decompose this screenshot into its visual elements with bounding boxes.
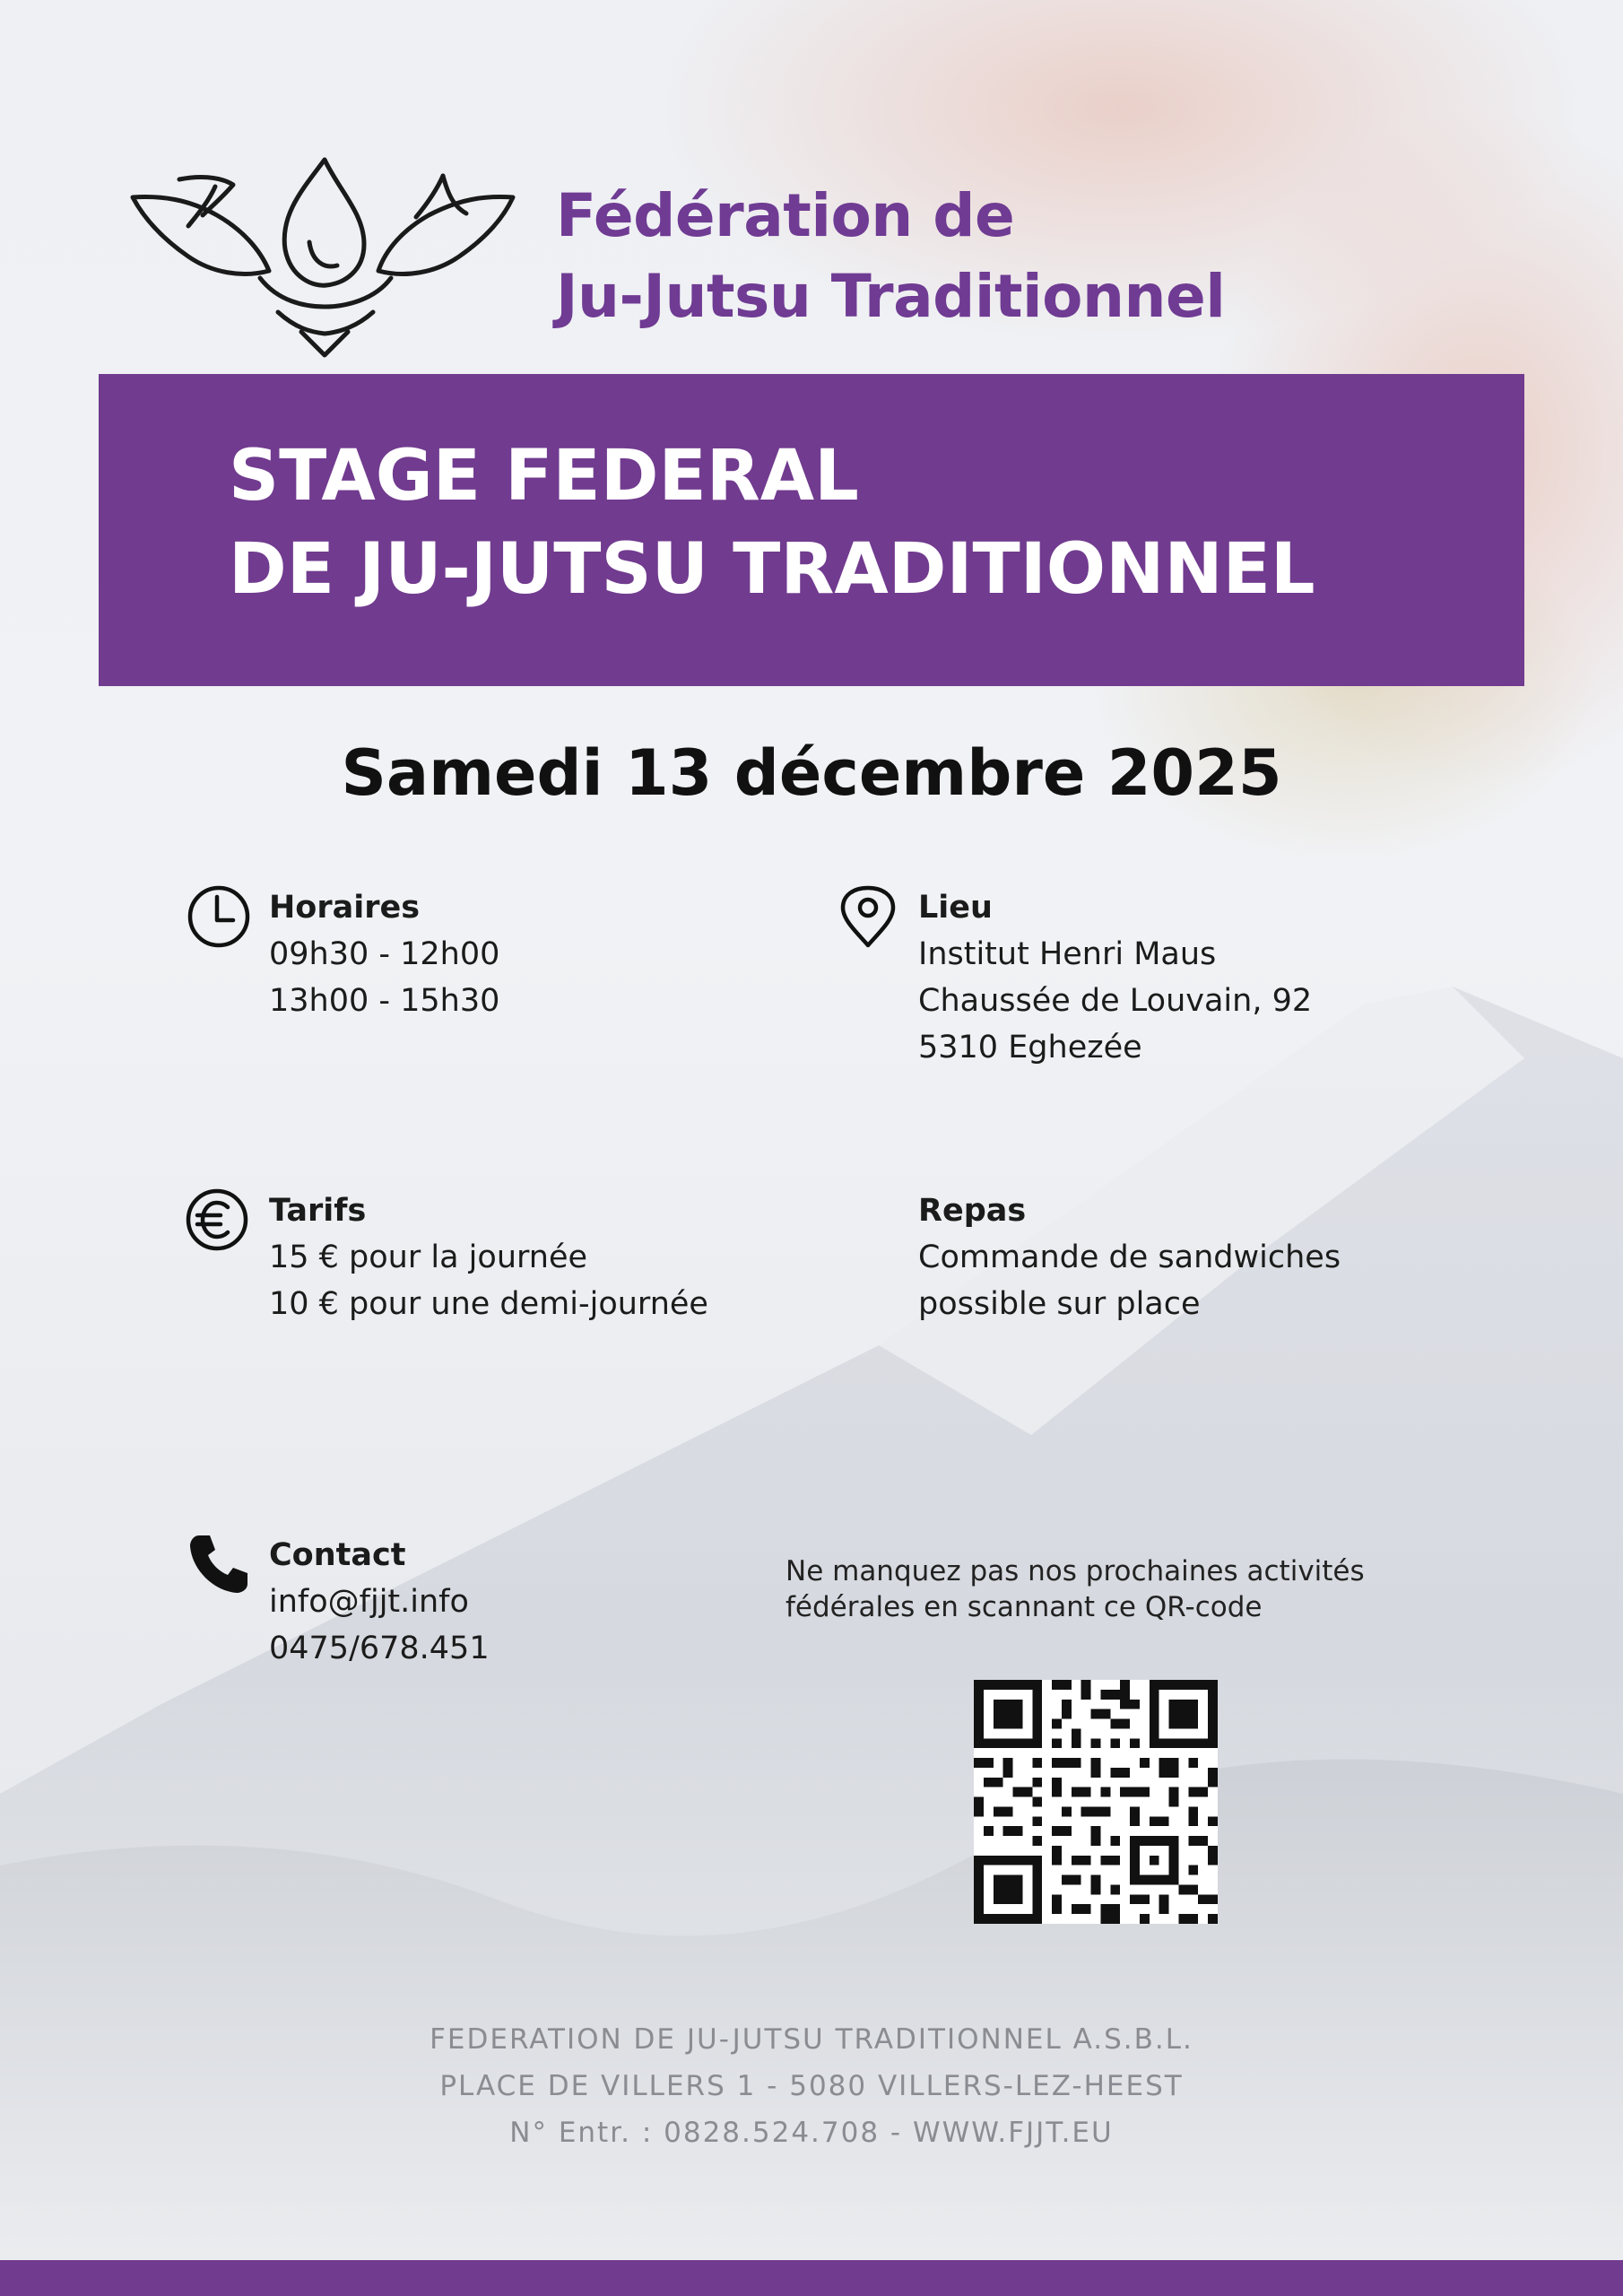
tarifs-title: Tarifs (269, 1193, 367, 1229)
lieu-line: 5310 Eghezée (918, 1030, 1142, 1065)
repas-line: possible sur place (918, 1286, 1201, 1322)
clock-icon (187, 884, 251, 949)
banner-title (229, 430, 1315, 616)
contact-title: Contact (269, 1537, 406, 1573)
lieu-title: Lieu (918, 890, 993, 926)
horaires-line: 09h30 - 12h00 (269, 936, 500, 972)
banner-title-line2: DE JU-JUTSU TRADITIONNEL (229, 529, 1315, 610)
federation-name-line1: Fédération de (556, 181, 1015, 250)
footer (0, 2016, 1623, 2156)
federation-name-line2: Ju-Jutsu Traditionnel (556, 262, 1226, 331)
qr-caption-line2: fédérales en scannant ce QR-code (785, 1591, 1263, 1623)
euro-icon (185, 1187, 249, 1252)
title-banner (99, 374, 1524, 686)
footer-line2: PLACE DE VILLERS 1 - 5080 VILLERS-LEZ-HEEST (439, 2070, 1184, 2102)
horaires-title: Horaires (269, 890, 421, 926)
tarifs-line: 15 € pour la journée (269, 1239, 588, 1275)
qr-caption-line1: Ne manquez pas nos prochaines activités (785, 1555, 1365, 1587)
qr-code[interactable] (974, 1680, 1218, 1924)
phone-icon (187, 1532, 251, 1596)
footer-line3: N° Entr. : 0828.524.708 - WWW.FJJT.EU (509, 2117, 1114, 2149)
location-pin-icon (836, 884, 900, 949)
contact-phone[interactable]: 0475/678.451 (269, 1631, 490, 1666)
banner-title-line1: STAGE FEDERAL (229, 436, 859, 517)
horaires-line: 13h00 - 15h30 (269, 983, 500, 1019)
contact-email[interactable]: info@fjjt.info (269, 1584, 469, 1620)
federation-logo (126, 144, 520, 359)
federation-name (556, 176, 1363, 337)
footer-line1: FEDERATION DE JU-JUTSU TRADITIONNEL A.S.B.L. (430, 2023, 1193, 2056)
lieu-line: Chaussée de Louvain, 92 (918, 983, 1313, 1019)
tarifs-line: 10 € pour une demi-journée (269, 1286, 708, 1322)
lieu-line: Institut Henri Maus (918, 936, 1217, 972)
qr-caption (785, 1553, 1467, 1625)
repas-line: Commande de sandwiches (918, 1239, 1341, 1275)
repas-title: Repas (918, 1193, 1027, 1229)
bottom-bar (0, 2260, 1623, 2296)
event-date: Samedi 13 décembre 2025 (341, 736, 1282, 810)
